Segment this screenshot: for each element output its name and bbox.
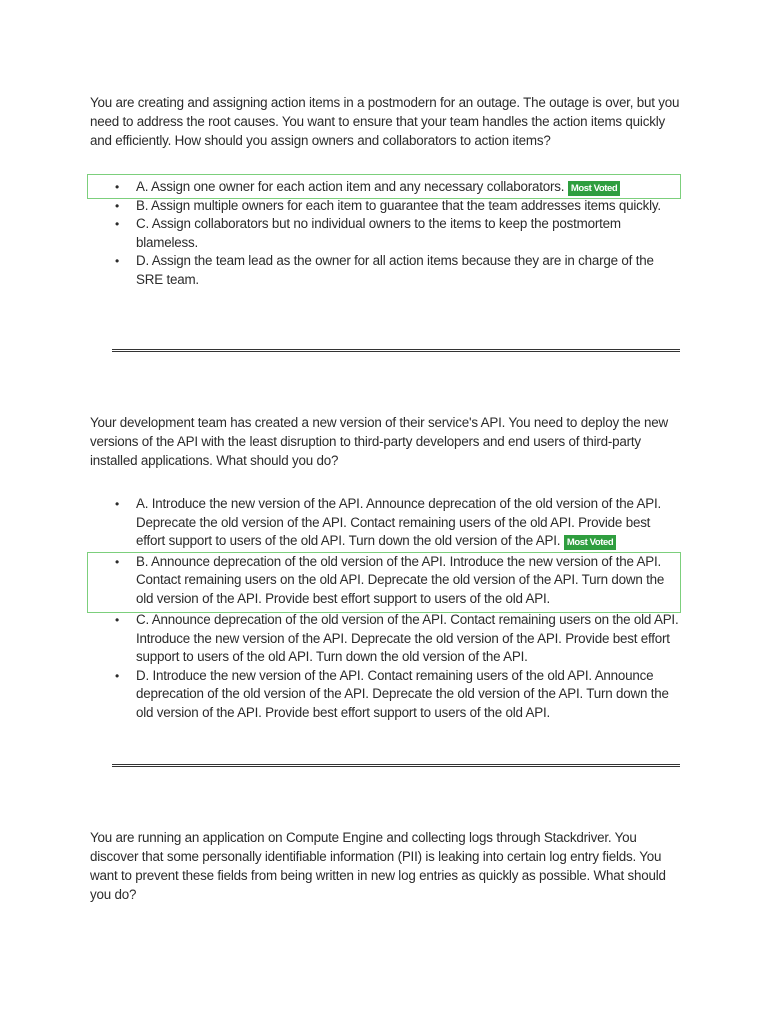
question-1-options (90, 178, 680, 289)
option-label: D. Assign the team lead as the owner for all action items because they are in charge of the SRE team. (136, 253, 654, 287)
option-label: D. Introduce the new version of the API. Contact remaining users of the old API. Announce deprecation of the old version of the API. Deprecate the old version of the API. Turn down the old version of the API. Provide best effort support to users of the old API. (136, 667, 669, 720)
bullet-icon: • (115, 554, 120, 569)
option-label: B. Announce deprecation of the old version of the API. Introduce the new version of the API. Contact remaining users on the old API. Deprecate the old version of the API. Turn down the old version of the API. Provide best effort support to users of the old API. (136, 553, 665, 606)
question-1-option-b[interactable] (90, 197, 680, 216)
option-label: C. Assign collaborators but no individual owners to the items to keep the postmortem blameless. (136, 216, 621, 250)
question-1-option-c[interactable] (90, 215, 680, 252)
bullet-icon: • (115, 198, 120, 213)
bullet-icon: • (115, 180, 120, 194)
question-1-option-d[interactable] (90, 252, 680, 289)
bullet-icon: • (115, 217, 120, 231)
section-divider (112, 764, 680, 767)
most-voted-badge: Most Voted (564, 535, 617, 550)
question-2-text: Your development team has created a new version of their service's API. You need to deploy the new versions of the API with the least disruption to third-party developers and end users of third-party installed applications. What should you do? (90, 415, 668, 468)
question-2-option-a[interactable] (90, 495, 680, 551)
question-2-option-c[interactable] (90, 611, 680, 667)
bullet-icon: • (115, 497, 120, 511)
option-label: A. Introduce the new version of the API. Announce deprecation of the old version of the API. Deprecate the old version of the API. Contact remaining users of the old API. Provide best effort support to users of the old API. Turn down the old version of the API. (136, 496, 662, 548)
question-2-option-b[interactable] (90, 553, 680, 609)
question-2-options (90, 495, 680, 722)
bullet-icon: • (115, 254, 120, 268)
option-label: B. Assign multiple owners for each item to guarantee that the team addresses items quickly. (136, 197, 661, 213)
section-divider (112, 349, 680, 352)
option-label: C. Announce deprecation of the old version of the API. Contact remaining users on the old API. Introduce the new version of the API. Deprecate the old version of the API. Provide best effort support to users of the old API. Turn down the old version of the API. (136, 612, 679, 664)
option-label: A. Assign one owner for each action item and any necessary collaborators. (136, 179, 565, 194)
question-3-text: You are running an application on Compute Engine and collecting logs through Stackdriver. You discover that some personally identifiable information (PII) is leaking into certain log entry fields. You want to prevent these fields from being written in new log entries as quickly as possible. What should you do? (90, 830, 666, 902)
bullet-icon: • (115, 613, 120, 627)
bullet-icon: • (115, 668, 120, 683)
question-1-option-a[interactable] (90, 178, 680, 197)
question-2-option-d[interactable] (90, 667, 680, 723)
question-1-text: You are creating and assigning action items in a postmodern for an outage. The outage is over, but you need to address the root causes. You want to ensure that your team handles the action items quickly and efficiently. How should you assign owners and collaborators to action items? (90, 95, 680, 148)
most-voted-badge: Most Voted (568, 181, 621, 196)
